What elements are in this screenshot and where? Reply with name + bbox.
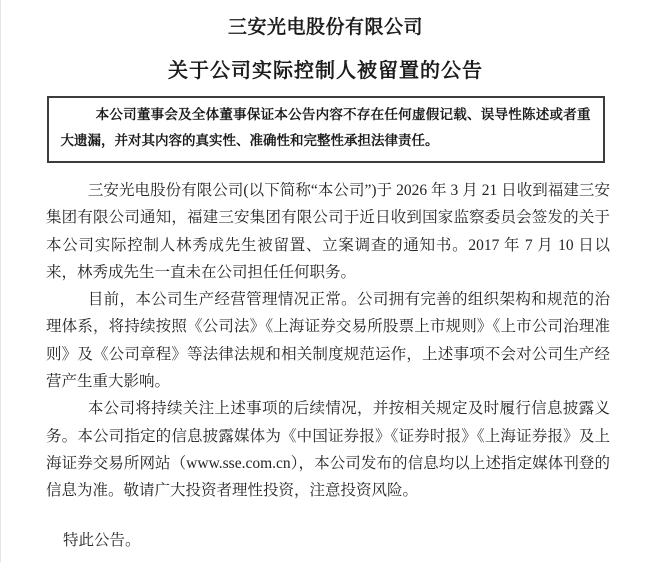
disclaimer-text: 本公司董事会及全体董事保证本公告内容不存在任何虚假记载、误导性陈述或者重大遗漏，并对其内容的真实性、准确性和完整性承担法律责任。 [60, 107, 591, 148]
closing-statement: 特此公告。 [63, 531, 141, 549]
disclaimer-box [47, 96, 605, 163]
body-paragraph-2: 目前，本公司生产经营管理情况正常。公司拥有完善的组织架构和规范的治理体系，将持续按照《公司法》《上海证券交易所股票上市规则》《上市公司治理准则》及《公司章程》等法律法规和相关制度规范运作，上述事项不会对公司生产经营产生重大影响。 [46, 291, 610, 391]
company-name-title: 三安光电股份有限公司 [227, 17, 423, 38]
body-paragraph-3: 本公司将持续关注上述事项的后续情况，并按相关规定及时履行信息披露义务。本公司指定的信息披露媒体为《中国证券报》《证券时报》《上海证券报》及上海证券交易所网站（www.sse.com.cn），本公司发布的信息均以上述指定媒体刊登的信息为准。敬请广大投资者理性投资，注意投资风险。 [46, 400, 610, 500]
announcement-body [46, 177, 610, 505]
body-paragraph-1: 三安光电股份有限公司(以下简称“本公司”)于 2026 年 3 月 21 日收到福建三安集团有限公司通知，福建三安集团有限公司于近日收到国家监察委员会签发的关于本公司实际控制人林秀成先生被留置、立案调查的通知书。2017 年 7 月 10 日以来，林秀成先生一直未在公司担任任何职务。 [46, 182, 610, 281]
announcement-document [1, 0, 650, 554]
announcement-title: 关于公司实际控制人被留置的公告 [168, 60, 483, 82]
